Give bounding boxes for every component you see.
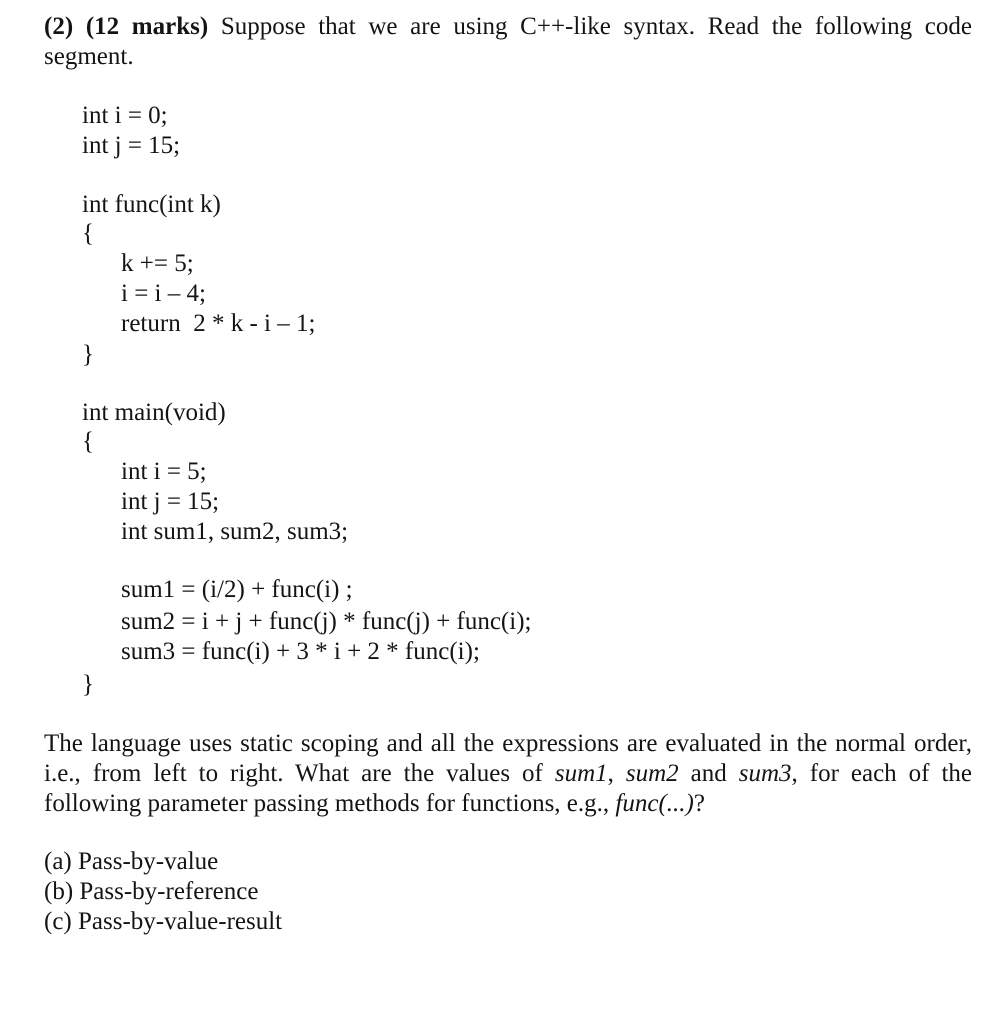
var-sum1: sum1	[554, 760, 608, 787]
code-line: int i = 5;	[121, 458, 207, 485]
option-c: (c) Pass-by-value-result	[44, 908, 283, 935]
code-line: k += 5;	[121, 250, 194, 277]
var-sum2: sum2	[625, 760, 679, 787]
code-line: int main(void)	[82, 399, 226, 426]
code-line: sum2 = i + j + func(j) * func(j) + func(i);	[121, 608, 532, 635]
question-number: (2)	[44, 13, 74, 40]
description-text: ,	[607, 760, 626, 787]
func-example: func(...)	[615, 790, 694, 817]
code-line: int sum1, sum2, sum3;	[121, 518, 349, 545]
code-line: {	[82, 428, 94, 455]
code-line: }	[82, 341, 94, 368]
question-intro-line1: Suppose that we are using C++-like syntax. Read the following code	[220, 13, 972, 40]
description-text: , for each of the following parameter passing methods for functions, e.g.,	[44, 760, 972, 817]
code-line: int i = 0;	[82, 102, 168, 129]
question-header	[44, 12, 972, 72]
var-sum3: sum3	[738, 760, 792, 787]
description-text: ?	[693, 790, 705, 817]
code-line: int j = 15;	[121, 488, 220, 515]
code-line: int func(int k)	[82, 191, 221, 218]
code-line: sum1 = (i/2) + func(i) ;	[121, 576, 353, 603]
description-text: The language uses static scoping and all the expressions are evaluated in the normal order, i.e., from left to right. What are the values of	[44, 730, 972, 787]
code-line: i = i – 4;	[121, 280, 206, 307]
question-marks: (12 marks)	[85, 13, 209, 40]
code-line: sum3 = func(i) + 3 * i + 2 * func(i);	[121, 638, 480, 665]
option-b: (b) Pass-by-reference	[44, 878, 259, 905]
question-description	[44, 729, 972, 819]
code-line: {	[82, 220, 94, 247]
option-a: (a) Pass-by-value	[44, 848, 219, 875]
code-line: int j = 15;	[82, 132, 181, 159]
code-line: }	[82, 671, 94, 698]
question-intro-line2: segment.	[44, 43, 134, 70]
description-text: and	[678, 760, 739, 787]
code-line: return 2 * k - i – 1;	[121, 310, 316, 337]
